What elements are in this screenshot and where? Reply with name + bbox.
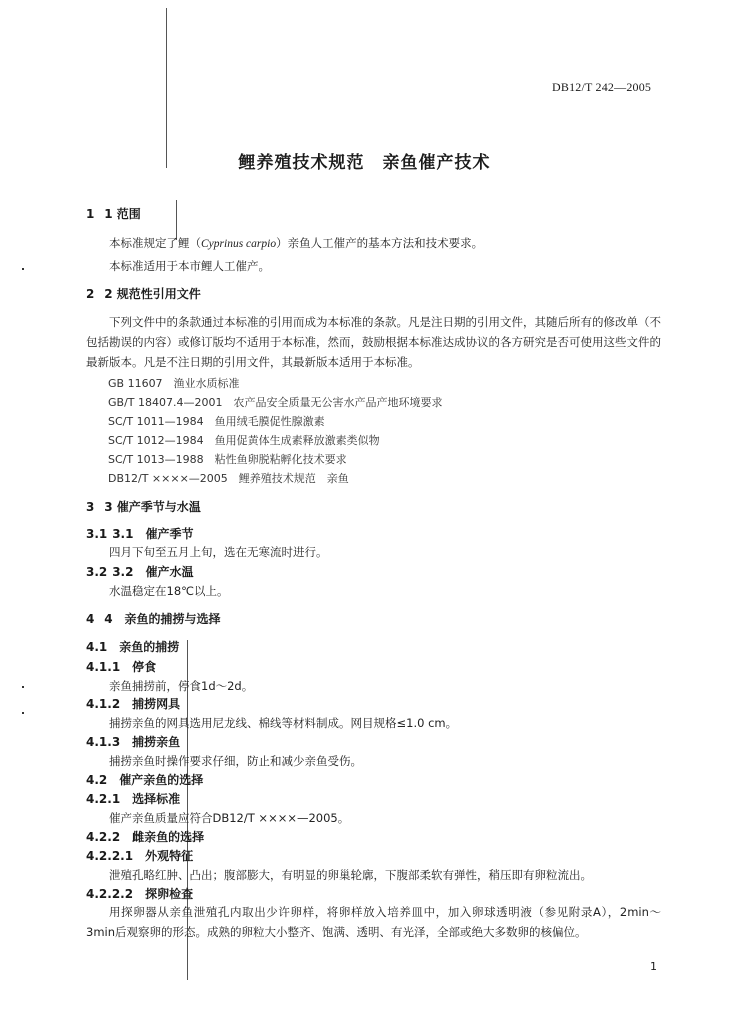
section-3-heading: 3 3 催产季节与水温	[86, 500, 201, 514]
section-4-2-2-1-heading: 4.2.2.1 外观特征	[86, 849, 194, 863]
document-title: 鲤养殖技术规范 亲鱼催产技术	[238, 153, 491, 173]
section-1-paragraph-1: 本标准规定了鲤（Cyprinus carpio）亲鱼人工催产的基本方法和技术要求。	[109, 236, 484, 250]
reference-item: DB12/T ××××—2005 鲤养殖技术规范 亲鱼	[108, 472, 349, 485]
section-4-2-2-1-text: 泄殖孔略红肿、凸出；腹部膨大，有明显的卵巢轮廓，下腹部柔软有弹性，稍压即有卵粒流出。	[109, 868, 592, 882]
section-3-2-heading: 3.2 3.2 催产水温	[86, 565, 194, 579]
section-4-1-2-heading: 4.1.2 捕捞网具	[86, 697, 181, 711]
section-3-2-text: 水温稳定在18℃以上。	[109, 584, 229, 598]
scan-dot	[22, 712, 24, 714]
section-4-1-heading: 4.1 亲鱼的捕捞	[86, 640, 180, 654]
section-1-paragraph-2: 本标准适用于本市鲤人工催产。	[109, 259, 270, 273]
section-2-paragraph: 下列文件中的条款通过本标准的引用而成为本标准的条款。凡是注日期的引用文件，其随后所有的修改单（不包括勘误的内容）或修订版均不适用于本标准，然而，鼓励根据本标准达成协议的各方研究是否可使用这些文件的最新版本。凡是不注日期的引用文件，其最新版本适用于本标准。	[86, 315, 661, 369]
section-4-1-3-heading: 4.1.3 捕捞亲鱼	[86, 735, 181, 749]
reference-item: SC/T 1013—1988 粘性鱼卵脱粘孵化技术要求	[108, 453, 347, 466]
section-3-1-text: 四月下旬至五月上旬，选在无寒流时进行。	[109, 545, 328, 559]
scan-line	[166, 8, 167, 168]
reference-item: GB/T 18407.4—2001 农产品安全质量无公害水产品产地环境要求	[108, 396, 443, 409]
section-4-2-2-heading: 4.2.2 雌亲鱼的选择	[86, 830, 205, 844]
standard-code: DB12/T 242—2005	[552, 80, 652, 94]
section-4-2-2-2-text: 用探卵器从亲鱼泄殖孔内取出少许卵样，将卵样放入培养皿中，加入卵球透明液（参见附录A），2min～3min后观察卵的形态。成熟的卵粒大小整齐、饱满、透明、有光泽，全部或绝大多数卵的核偏位。	[86, 905, 661, 939]
section-4-heading: 4 4 亲鱼的捕捞与选择	[86, 612, 221, 626]
section-4-2-heading: 4.2 催产亲鱼的选择	[86, 773, 204, 787]
scan-dot	[22, 686, 24, 688]
scan-dot	[22, 268, 24, 270]
reference-item: SC/T 1011—1984 鱼用绒毛膜促性腺激素	[108, 415, 325, 428]
section-4-1-1-heading: 4.1.1 停食	[86, 660, 157, 674]
section-4-1-2-text: 捕捞亲鱼的网具选用尼龙线、棉线等材料制成。网目规格≤1.0 cm。	[109, 716, 458, 730]
section-4-2-1-heading: 4.2.1 选择标准	[86, 792, 181, 806]
page-number: 1	[650, 960, 657, 973]
section-2-heading: 2 2 规范性引用文件	[86, 287, 201, 301]
reference-item: SC/T 1012—1984 鱼用促黄体生成素释放激素类似物	[108, 434, 380, 447]
section-4-2-1-text: 催产亲鱼质量应符合DB12/T ××××—2005。	[109, 811, 350, 825]
section-4-2-2-2-heading: 4.2.2.2 探卵检查	[86, 887, 194, 901]
scan-line	[176, 200, 177, 240]
reference-item: GB 11607 渔业水质标准	[108, 377, 240, 390]
section-3-1-heading: 3.1 3.1 催产季节	[86, 527, 194, 541]
section-4-1-1-text: 亲鱼捕捞前，停食1d～2d。	[109, 679, 254, 693]
section-4-1-3-text: 捕捞亲鱼时操作要求仔细，防止和减少亲鱼受伤。	[109, 754, 362, 768]
section-1-heading: 1 1 范围	[86, 207, 141, 221]
